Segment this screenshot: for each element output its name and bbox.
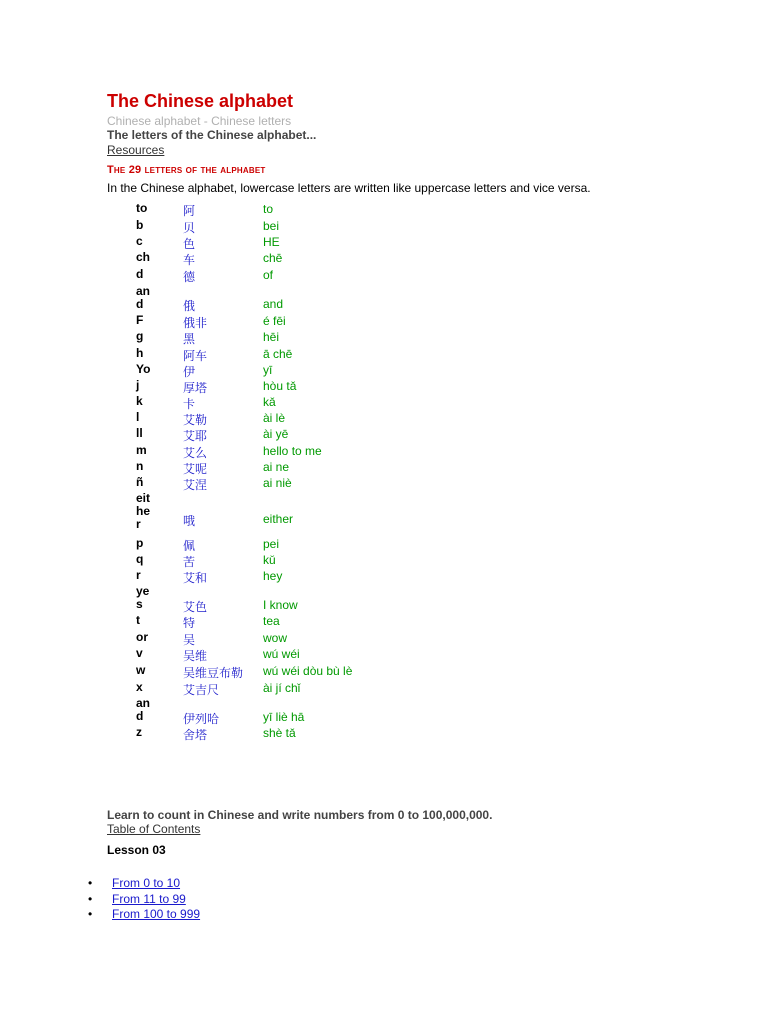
pinyin-cell: hey: [263, 569, 283, 583]
table-row: [0, 202, 768, 218]
hanzi-cell: 黑: [183, 332, 196, 346]
section-heading: The 29 letters of the alphabet: [107, 164, 266, 176]
resources-link[interactable]: Resources: [107, 143, 165, 157]
letter-cell: Yo: [136, 362, 151, 376]
table-row: [0, 284, 768, 313]
letter-cell: n: [136, 459, 144, 473]
hanzi-cell: 色: [183, 237, 196, 251]
letter-cell: F: [136, 313, 144, 327]
hanzi-cell: 艾涅: [183, 478, 208, 492]
table-row: [0, 696, 768, 726]
pinyin-cell: either: [263, 512, 294, 526]
letter-cell: p: [136, 536, 144, 550]
table-row: [0, 726, 768, 742]
hanzi-cell: 车: [183, 253, 196, 267]
table-row: [0, 395, 768, 411]
letter-cell: r: [136, 568, 141, 582]
letter-cell: d: [136, 267, 144, 281]
letter-cell: j: [136, 378, 140, 392]
letter-cell: yes: [136, 584, 150, 611]
pinyin-cell: wow: [263, 631, 288, 645]
letter-cell: g: [136, 329, 144, 343]
letter-cell: ñ: [136, 475, 144, 489]
pinyin-cell: ai niè: [263, 476, 292, 490]
hanzi-cell: 佩: [183, 539, 196, 553]
hanzi-cell: 艾色: [183, 600, 208, 614]
section-description: In the Chinese alphabet, lowercase letters are written like uppercase letters and vice versa.: [107, 181, 591, 195]
table-row: [0, 219, 768, 235]
letter-cell: either: [136, 491, 151, 531]
lesson-link[interactable]: From 11 to 99: [112, 891, 186, 906]
table-row: [0, 363, 768, 379]
table-row: [0, 553, 768, 569]
hanzi-cell: 吴维: [183, 649, 208, 663]
lesson-link[interactable]: From 100 to 999: [112, 907, 201, 921]
letter-cell: t: [136, 613, 140, 627]
hanzi-cell: 艾吉尺: [183, 683, 220, 697]
table-row: [0, 631, 768, 647]
table-row: [0, 476, 768, 492]
pinyin-cell: bei: [263, 219, 280, 233]
table-row: [0, 569, 768, 585]
pinyin-cell: kǔ: [263, 553, 276, 567]
pinyin-cell: yī: [263, 363, 273, 377]
hanzi-cell: 艾和: [183, 571, 208, 585]
pinyin-cell: hòu tǎ: [263, 379, 297, 393]
letter-cell: and: [136, 284, 151, 311]
pinyin-cell: kǎ: [263, 395, 276, 409]
letter-cell: c: [136, 234, 143, 248]
page-subtitle: Chinese alphabet - Chinese letters: [107, 114, 292, 128]
letter-cell: l: [136, 410, 140, 424]
pinyin-cell: and: [263, 297, 284, 311]
pinyin-cell: I know: [263, 598, 298, 612]
table-row: [0, 314, 768, 330]
hanzi-cell: 德: [183, 270, 196, 284]
table-row: [0, 379, 768, 395]
pinyin-cell: chē: [263, 251, 283, 265]
intro-text: The letters of the Chinese alphabet...: [107, 128, 317, 142]
pinyin-cell: ài lè: [263, 411, 286, 425]
hanzi-cell: 舍塔: [183, 728, 208, 742]
pinyin-cell: hello to me: [263, 444, 322, 458]
hanzi-cell: 艾呢: [183, 462, 208, 476]
hanzi-cell: 艾勒: [183, 413, 208, 427]
table-of-contents-link[interactable]: Table of Contents: [107, 822, 201, 836]
bullet-icon: •: [88, 891, 93, 906]
table-row: [0, 235, 768, 251]
table-row: [0, 268, 768, 284]
table-row: [0, 347, 768, 363]
hanzi-cell: 吴维豆布勒: [183, 666, 244, 680]
letter-cell: to: [136, 201, 148, 215]
table-row: [0, 330, 768, 346]
pinyin-cell: wú wéi: [263, 647, 300, 661]
pinyin-cell: hēi: [263, 330, 280, 344]
pinyin-cell: ài jí chǐ: [263, 681, 301, 695]
hanzi-cell: 艾耶: [183, 429, 208, 443]
count-intro-text: Learn to count in Chinese and write numbers from 0 to 100,000,000.: [107, 808, 493, 822]
hanzi-cell: 苦: [183, 555, 196, 569]
letter-cell: or: [136, 630, 148, 644]
lesson-link[interactable]: From 0 to 10: [112, 876, 181, 890]
pinyin-cell: ài yē: [263, 427, 289, 441]
hanzi-cell: 特: [183, 616, 196, 630]
hanzi-cell: 阿车: [183, 349, 208, 363]
table-row: [0, 411, 768, 427]
pinyin-cell: yī liè hā: [263, 710, 305, 724]
pinyin-cell: é fēi: [263, 314, 286, 328]
letter-cell: z: [136, 725, 142, 739]
letter-cell: ll: [136, 426, 143, 440]
pinyin-cell: of: [263, 268, 274, 282]
letter-cell: and: [136, 696, 151, 723]
hanzi-cell: 吴: [183, 633, 196, 647]
hanzi-cell: 伊列哈: [183, 712, 220, 726]
letter-cell: x: [136, 680, 143, 694]
pinyin-cell: pei: [263, 537, 280, 551]
hanzi-cell: 哦: [183, 514, 196, 528]
table-row: [0, 427, 768, 443]
table-row: [0, 491, 768, 531]
pinyin-cell: wú wéi dòu bù lè: [263, 664, 353, 678]
table-row: [0, 460, 768, 476]
hanzi-cell: 俄非: [183, 316, 208, 330]
pinyin-cell: to: [263, 202, 274, 216]
bullet-icon: •: [88, 876, 93, 890]
letter-cell: ch: [136, 250, 151, 264]
letter-cell: k: [136, 394, 143, 408]
hanzi-cell: 卡: [183, 397, 196, 411]
table-row: [0, 251, 768, 267]
table-row: [0, 444, 768, 460]
pinyin-cell: ai ne: [263, 460, 290, 474]
letter-cell: b: [136, 218, 144, 232]
hanzi-cell: 俄: [183, 299, 196, 313]
pinyin-cell: HE: [263, 235, 280, 249]
table-row: [0, 664, 768, 680]
table-row: [0, 537, 768, 553]
hanzi-cell: 伊: [183, 365, 196, 379]
table-row: [0, 647, 768, 663]
hanzi-cell: 阿: [183, 204, 196, 218]
bullet-icon: •: [88, 907, 93, 921]
hanzi-cell: 艾么: [183, 446, 208, 460]
letter-cell: h: [136, 346, 144, 360]
pinyin-cell: tea: [263, 614, 280, 628]
table-row: [0, 584, 768, 614]
hanzi-cell: 贝: [183, 221, 196, 235]
lesson-label: Lesson 03: [107, 843, 166, 857]
table-row: [0, 681, 768, 697]
table-row: [0, 614, 768, 630]
letter-cell: w: [136, 663, 146, 677]
page-title: The Chinese alphabet: [107, 91, 294, 111]
letter-cell: m: [136, 443, 147, 457]
letter-cell: v: [136, 646, 143, 660]
pinyin-cell: shè tǎ: [263, 726, 296, 740]
letter-cell: q: [136, 552, 144, 566]
hanzi-cell: 厚塔: [183, 381, 208, 395]
pinyin-cell: ā chē: [263, 347, 293, 361]
